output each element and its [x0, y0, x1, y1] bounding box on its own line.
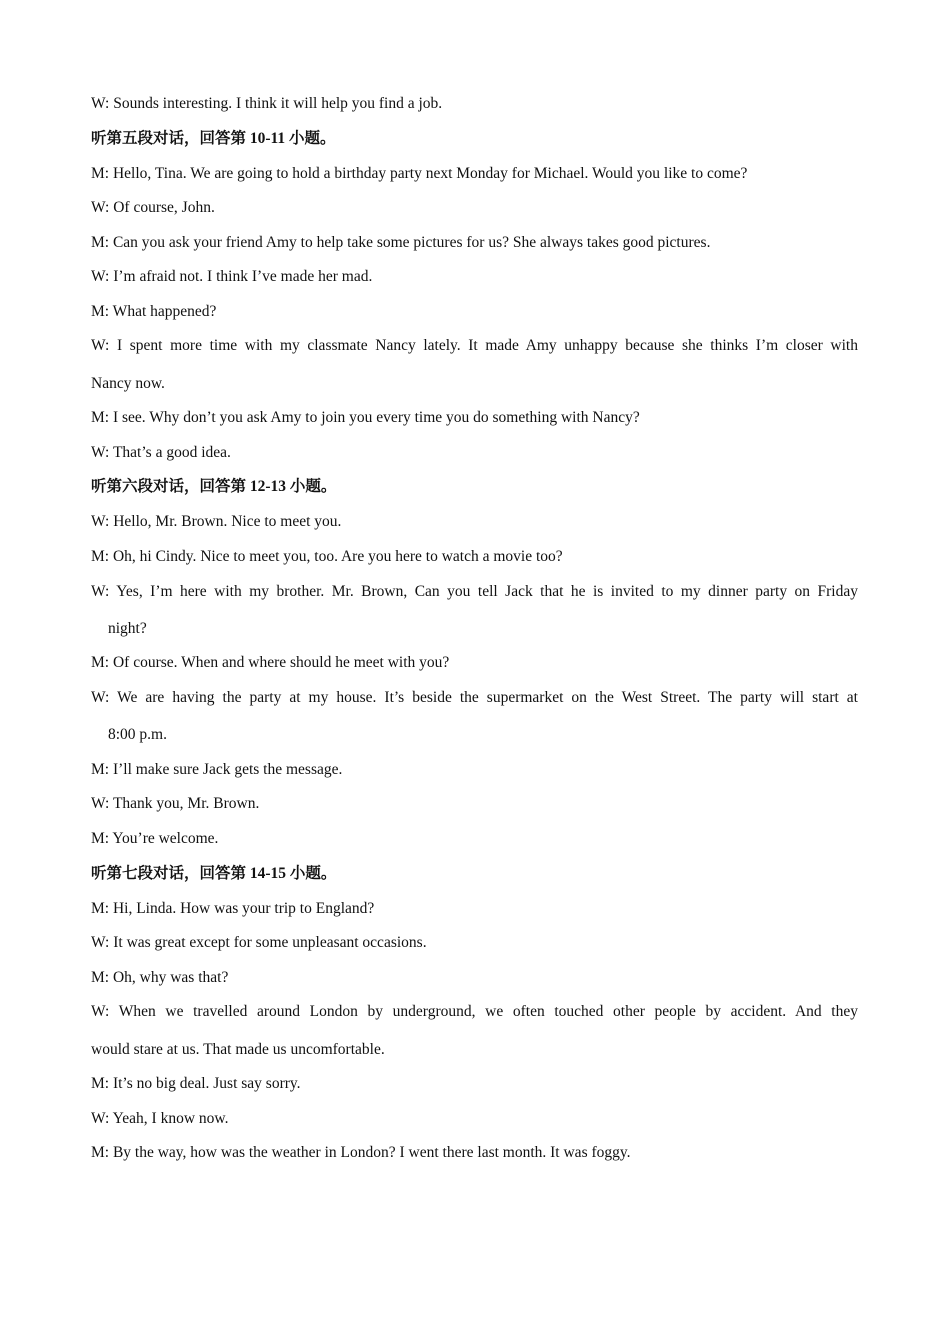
section-heading: 听第六段对话，回答第 12-13 小题。: [91, 478, 337, 495]
transcript-line: W: Hello, Mr. Brown. Nice to meet you.: [91, 513, 342, 530]
transcript-line: W: It was great except for some unpleasant occasions.: [91, 934, 427, 951]
transcript-line: W: We are having the party at my house. It’s beside the supermarket on the West Street. The party will start at: [91, 689, 858, 706]
transcript-line: W: I spent more time with my classmate Nancy lately. It made Amy unhappy because she thinks I’m closer with: [91, 337, 858, 354]
transcript-line: M: Oh, why was that?: [91, 969, 229, 986]
transcript-line: W: Yeah, I know now.: [91, 1110, 229, 1127]
transcript-line: M: Hi, Linda. How was your trip to England?: [91, 900, 375, 917]
transcript-line: W: That’s a good idea.: [91, 444, 231, 461]
transcript-line: W: When we travelled around London by underground, we often touched other people by accident. And they: [91, 1003, 858, 1020]
transcript-line: M: I’ll make sure Jack gets the message.: [91, 761, 343, 778]
section-heading: 听第五段对话，回答第 10-11 小题。: [91, 130, 336, 147]
transcript-line: night?: [108, 620, 147, 637]
transcript-line: M: Can you ask your friend Amy to help take some pictures for us? She always takes good pictures.: [91, 234, 711, 251]
transcript-line: 8:00 p.m.: [108, 726, 167, 743]
transcript-line: M: Oh, hi Cindy. Nice to meet you, too. Are you here to watch a movie too?: [91, 548, 563, 565]
transcript-line: W: I’m afraid not. I think I’ve made her mad.: [91, 268, 373, 285]
transcript-line: W: Yes, I’m here with my brother. Mr. Brown, Can you tell Jack that he is invited to my dinner party on Friday: [91, 583, 858, 600]
transcript-line: Nancy now.: [91, 375, 165, 392]
transcript-line: would stare at us. That made us uncomfortable.: [91, 1041, 385, 1058]
transcript-line: M: Hello, Tina. We are going to hold a birthday party next Monday for Michael. Would you like to come?: [91, 165, 748, 182]
transcript-line: M: It’s no big deal. Just say sorry.: [91, 1075, 301, 1092]
transcript-line: M: What happened?: [91, 303, 217, 320]
transcript-line: W: Thank you, Mr. Brown.: [91, 795, 260, 812]
transcript-line: M: By the way, how was the weather in London? I went there last month. It was foggy.: [91, 1144, 631, 1161]
transcript-line: M: I see. Why don’t you ask Amy to join you every time you do something with Nancy?: [91, 409, 640, 426]
transcript-line: M: Of course. When and where should he meet with you?: [91, 654, 450, 671]
transcript-line: W: Sounds interesting. I think it will help you find a job.: [91, 95, 443, 112]
transcript-line: W: Of course, John.: [91, 199, 215, 216]
section-heading: 听第七段对话，回答第 14-15 小题。: [91, 865, 337, 882]
transcript-line: M: You’re welcome.: [91, 830, 219, 847]
